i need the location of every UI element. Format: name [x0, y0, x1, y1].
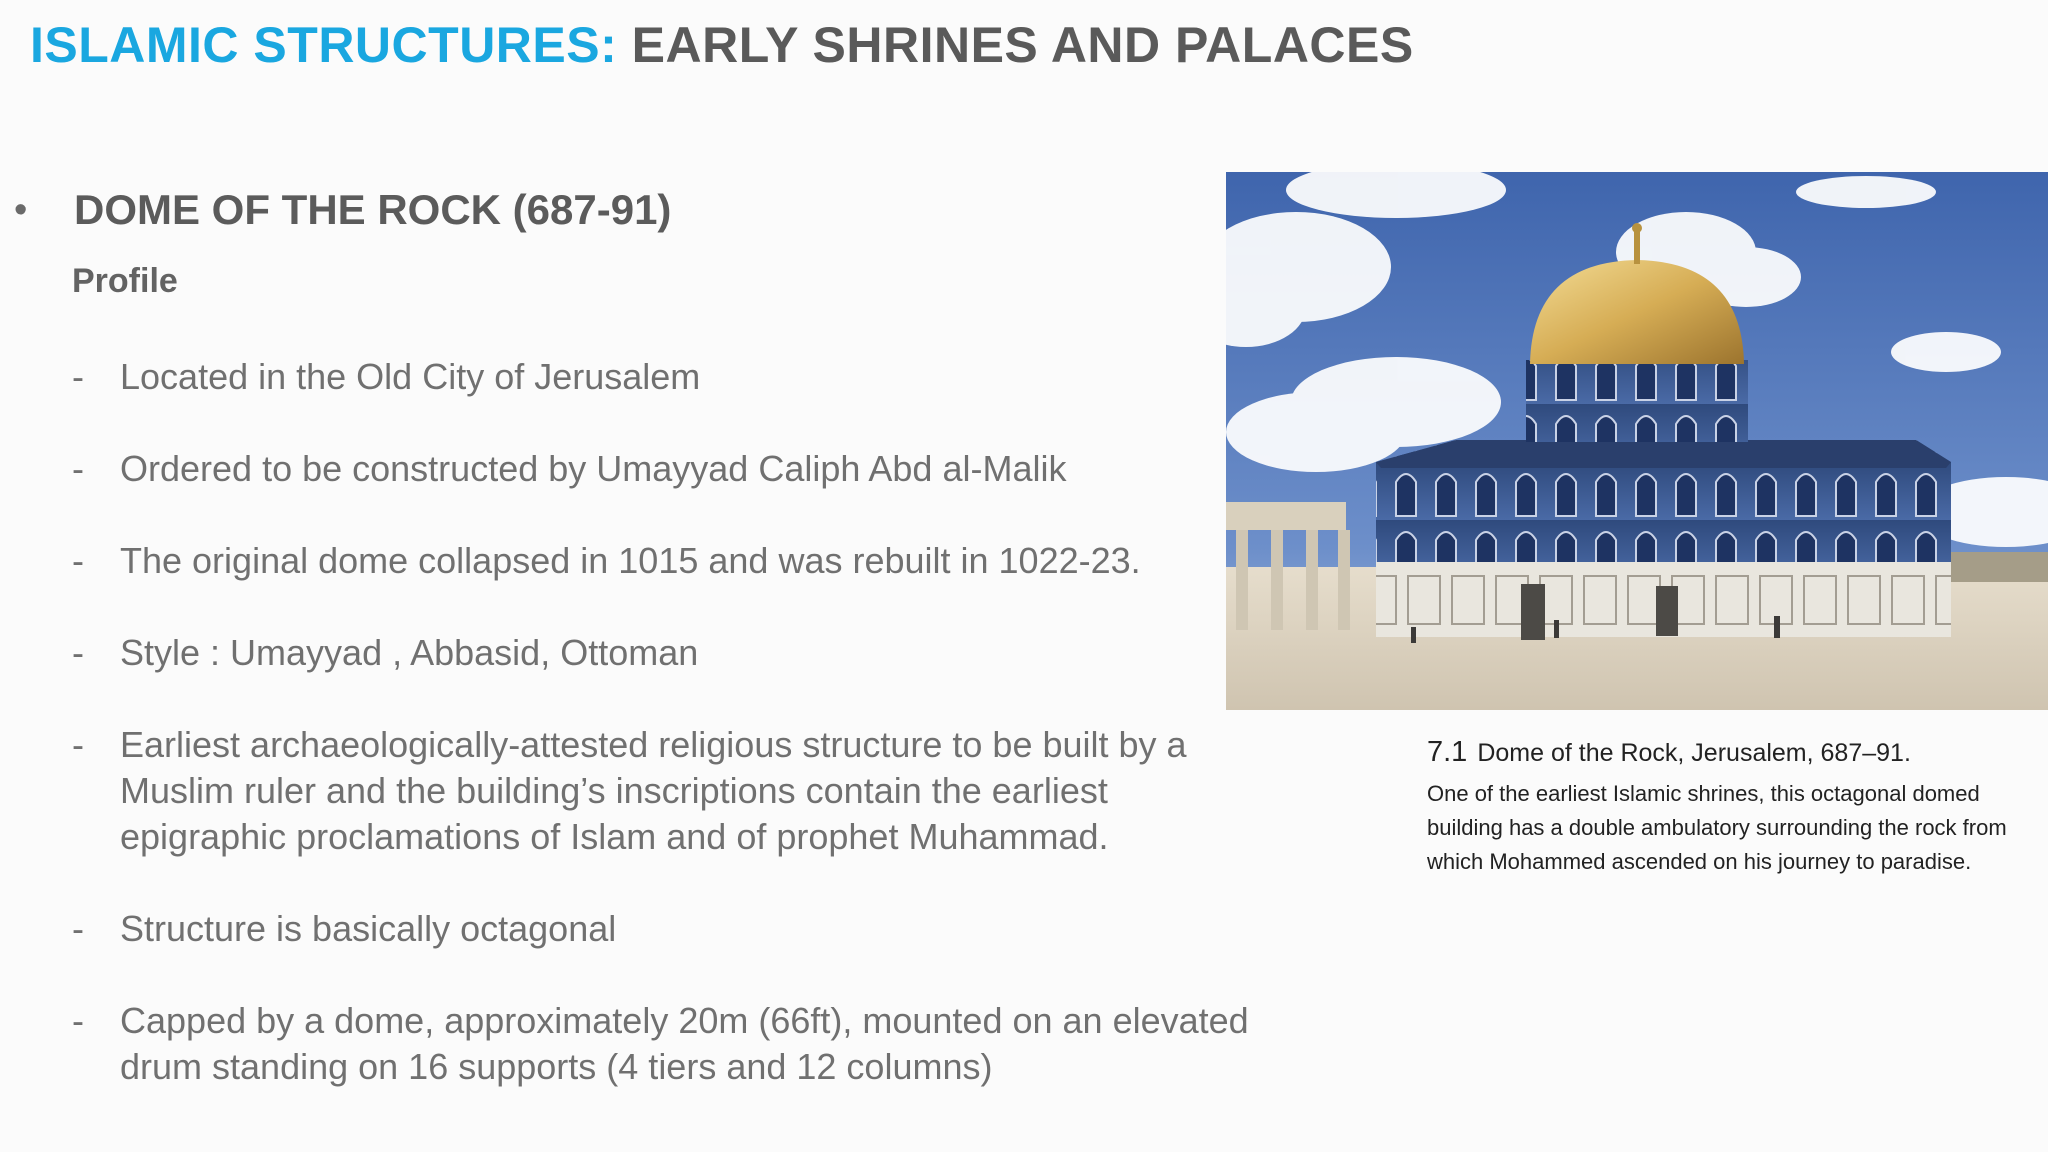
profile-point: [72, 538, 1272, 584]
point-text: Style : Umayyad , Abbasid, Ottoman: [120, 632, 699, 673]
slide-title: [30, 16, 1414, 74]
parapet: [1376, 440, 1951, 468]
dash-icon: -: [72, 1000, 84, 1041]
profile-point: [72, 354, 1272, 400]
dash-icon: -: [72, 448, 84, 489]
dash-icon: -: [72, 356, 84, 397]
figure-caption: [1427, 736, 2047, 879]
caption-number: 7.1: [1427, 736, 1468, 768]
profile-point-list: [72, 354, 1272, 1136]
title-accent: ISLAMIC STRUCTURES:: [30, 17, 618, 73]
caption-title-row: [1427, 736, 2047, 769]
profile-point: [72, 630, 1272, 676]
section-heading: DOME OF THE ROCK (687-91): [74, 186, 672, 233]
finial-crescent: [1632, 223, 1642, 233]
point-text: Located in the Old City of Jerusalem: [120, 356, 701, 397]
point-text: Earliest archaeologically-attested religious structure to be built by a Muslim ruler and the building’s inscriptions contain the earliest epigraphic proclamations of Islam and of prophet Muhammad.: [120, 724, 1187, 857]
point-text: Structure is basically octagonal: [120, 908, 617, 949]
caption-body: One of the earliest Islamic shrines, this octagonal domed building has a double ambulatory surrounding the rock from which Mohammed ascended on his journey to paradise.: [1427, 781, 2007, 874]
caption-title: Dome of the Rock, Jerusalem, 687–91.: [1477, 739, 1911, 767]
entrance-door: [1521, 584, 1545, 640]
point-text: The original dome collapsed in 1015 and was rebuilt in 1022-23.: [120, 540, 1141, 581]
dash-icon: -: [72, 632, 84, 673]
photo-illustration: [1226, 172, 2048, 710]
bullet-icon: •: [14, 189, 28, 231]
profile-subheading: Profile: [72, 262, 178, 300]
dash-icon: -: [72, 540, 84, 581]
profile-point: [72, 906, 1272, 952]
heading-row: [14, 186, 671, 234]
window: [1656, 586, 1678, 636]
title-rest: EARLY SHRINES AND PALACES: [617, 17, 1414, 73]
profile-point: [72, 722, 1272, 860]
profile-point: [72, 998, 1272, 1090]
dash-icon: -: [72, 908, 84, 949]
drum: [1526, 360, 1748, 442]
dash-icon: -: [72, 724, 84, 765]
point-text: Ordered to be constructed by Umayyad Caliph Abd al-Malik: [120, 448, 1067, 489]
point-text: Capped by a dome, approximately 20m (66ft), mounted on an elevated drum standing on 16 supports (4 tiers and 12 columns): [120, 1000, 1249, 1087]
dome-of-the-rock-photo: [1226, 172, 2048, 710]
profile-point: [72, 446, 1272, 492]
finial: [1634, 230, 1640, 264]
